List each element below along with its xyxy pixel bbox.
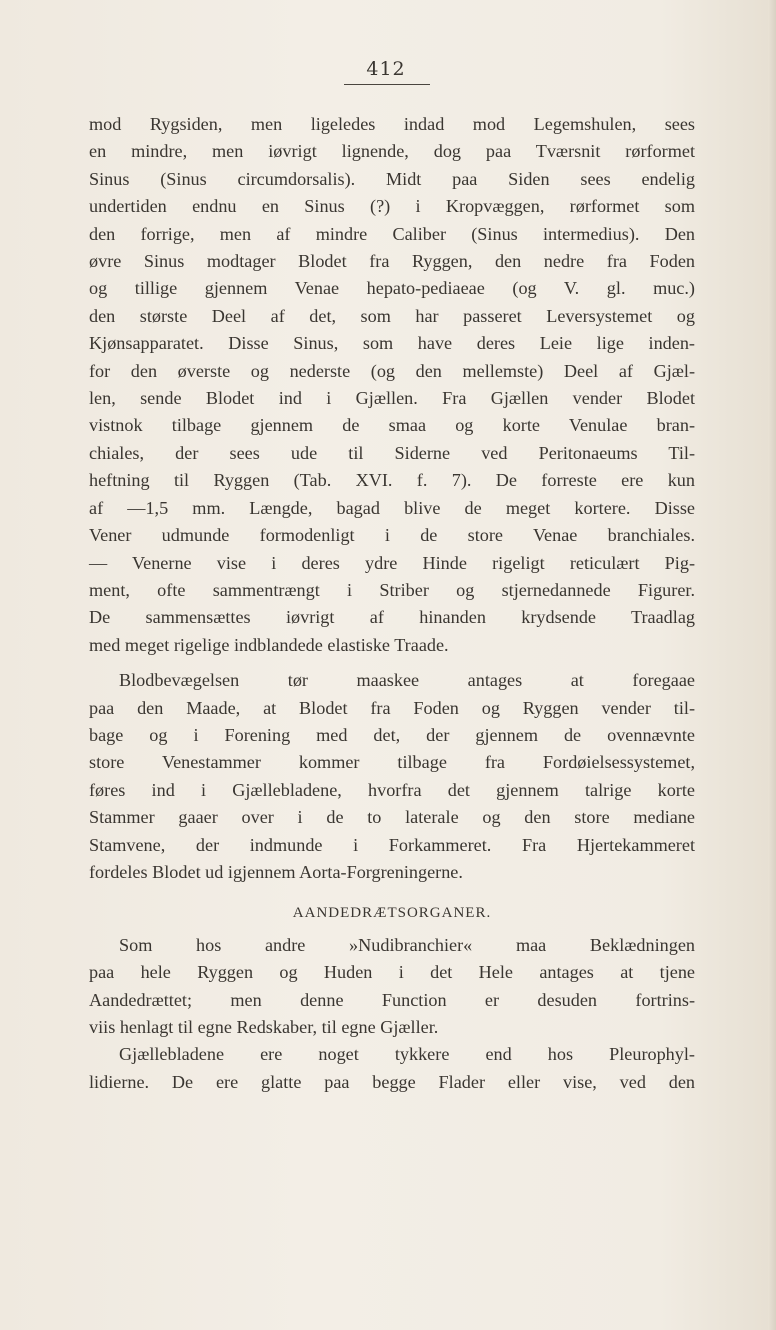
paragraph-gill-leaves: [89, 1041, 695, 1096]
text-line: Gjællebladene ere noget tykkere end hos Pleurophyl-: [119, 1044, 695, 1065]
text-line: Stammer gaaer over i de to laterale og den store mediane: [89, 807, 695, 828]
text-line: Vener udmunde formodenligt i de store Venae branchiales.: [89, 525, 695, 546]
paragraph-blood-sinuses: [89, 111, 695, 659]
paragraph-respiration: [89, 932, 695, 1042]
text-line: og tillige gjennem Venae hepato-pediaeae (og V. gl. muc.): [89, 278, 695, 299]
text-line: heftning til Ryggen (Tab. XVI. f. 7). De forreste ere kun: [89, 470, 695, 491]
text-line: undertiden endnu en Sinus (?) i Kropvæggen, rørformet som: [89, 196, 695, 217]
text-line: med meget rigelige indblandede elastiske Traade.: [89, 634, 449, 655]
paragraph-gap: [89, 659, 695, 667]
text-line: den største Deel af det, som har passeret Leversystemet og: [89, 305, 695, 326]
text-line: mod Rygsiden, men ligeledes indad mod Legemshulen, sees: [89, 114, 695, 134]
text-line: ment, ofte sammentrængt i Striber og stjernedannede Figurer.: [89, 579, 695, 600]
text-line: føres ind i Gjællebladene, hvorfra det gjennem talrige korte: [89, 779, 695, 800]
text-line: len, sende Blodet ind i Gjællen. Fra Gjællen vender Blodet: [89, 388, 695, 409]
body-text: [89, 111, 695, 1096]
text-line: Kjønsapparatet. Disse Sinus, som have deres Leie lige inden-: [89, 333, 695, 354]
text-line: vistnok tilbage gjennem de smaa og korte Venulae bran-: [89, 415, 695, 436]
text-line: bage og i Forening med det, der gjennem de ovennævnte: [89, 724, 695, 745]
text-line: fordeles Blodet ud igjennem Aorta-Forgreningerne.: [89, 861, 463, 882]
text-line: en mindre, men iøvrigt lignende, dog paa Tværsnit rørformet: [89, 141, 695, 162]
paragraph-blood-circulation: [89, 667, 695, 886]
text-line: store Venestammer kommer tilbage fra Fordøielsessystemet,: [89, 752, 695, 773]
text-line: De sammensættes iøvrigt af hinanden krydsende Traadlag: [89, 607, 695, 628]
text-line: paa den Maade, at Blodet fra Foden og Ryggen vender til-: [89, 697, 695, 718]
paragraph-gap: [89, 886, 695, 894]
text-line: den forrige, men af mindre Caliber (Sinus intermedius). Den: [89, 223, 695, 244]
page-number: 412: [366, 58, 406, 80]
page-number-rule: [344, 84, 430, 85]
text-line: Aandedrættet; men denne Function er desuden fortrins-: [89, 989, 695, 1010]
text-line: af —1,5 mm. Længde, bagad blive de meget kortere. Disse: [89, 497, 695, 518]
text-line: Stamvene, der indmunde i Forkammeret. Fra Hjertekammeret: [89, 834, 695, 855]
text-line: Sinus (Sinus circumdorsalis). Midt paa Siden sees endelig: [89, 168, 695, 189]
section-heading: AANDEDRÆTSORGANER.: [292, 905, 492, 922]
text-line: lidierne. De ere glatte paa begge Flader eller vise, ved den: [89, 1071, 695, 1092]
text-line: viis henlagt til egne Redskaber, til egne Gjæller.: [89, 1017, 439, 1037]
page-edge: [768, 0, 776, 1330]
text-line: Blodbevægelsen tør maaskee antages at foregaae: [119, 670, 695, 691]
text-line: — Venerne vise i deres ydre Hinde rigeligt reticulært Pig-: [89, 552, 695, 573]
text-line: øvre Sinus modtager Blodet fra Ryggen, den nedre fra Foden: [89, 251, 695, 272]
text-line: chiales, der sees ude til Siderne ved Peritonaeums Til-: [89, 442, 695, 463]
text-line: for den øverste og nederste (og den mellemste) Deel af Gjæl-: [89, 360, 695, 381]
text-line: Som hos andre »Nudibranchier« maa Beklædningen: [119, 934, 695, 955]
text-line: paa hele Ryggen og Huden i det Hele antages at tjene: [89, 962, 695, 983]
